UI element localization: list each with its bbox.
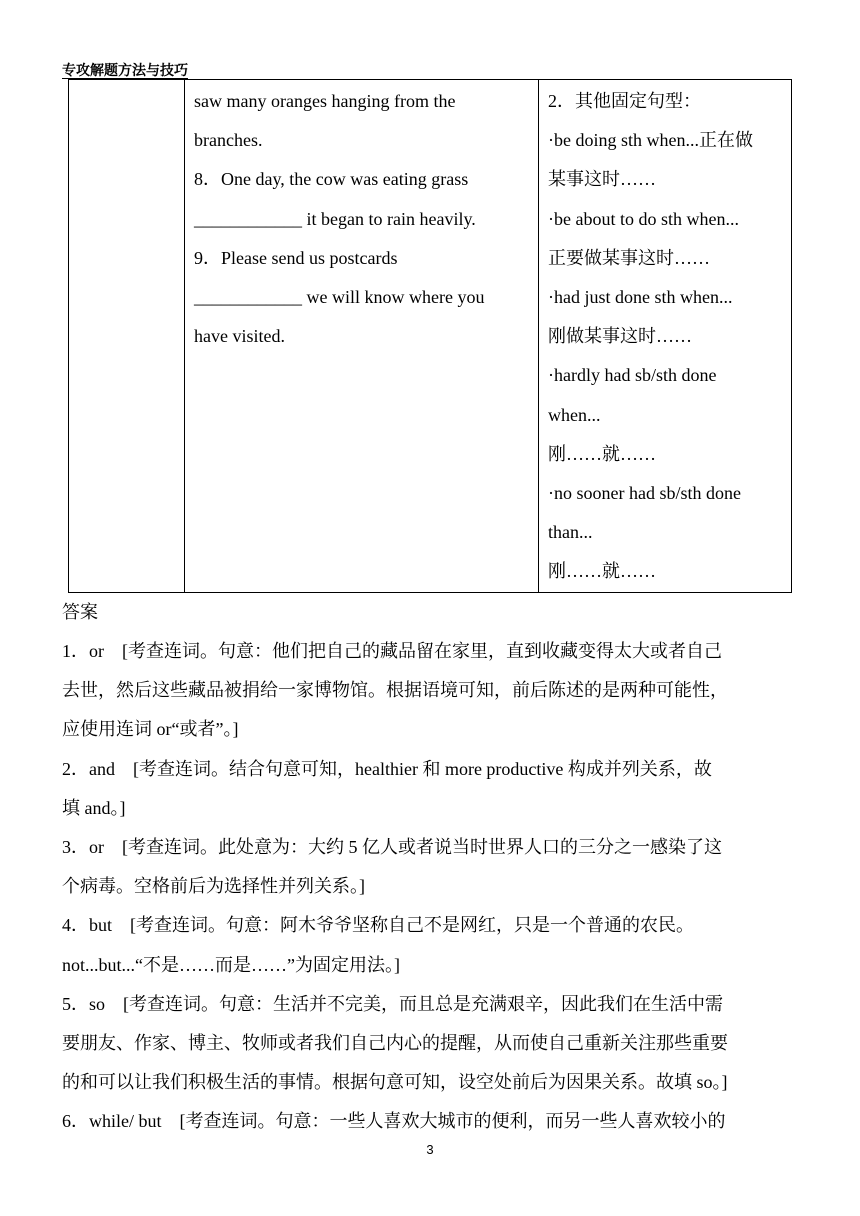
pattern-line: ·be about to do sth when... — [548, 208, 739, 229]
answers-section — [62, 632, 800, 1141]
exercise-line: have visited. — [194, 326, 285, 347]
exercise-line: branches. — [194, 130, 263, 151]
answer-line: 1．or [考查连词。句意：他们把自己的藏品留在家里，直到收藏变得太大或者自己 — [62, 641, 722, 661]
exercise-line: 8．One day, the cow was eating grass — [194, 169, 469, 190]
answer-line: 3．or [考查连词。此处意为：大约 5 亿人或者说当时世界人口的三分之一感染了这 — [62, 836, 722, 857]
answer-line: 的和可以让我们积极生活的事情。根据句意可知，设空处前后为因果关系。故填 so。] — [62, 1072, 728, 1093]
pattern-line: 正要做某事这时…… — [548, 247, 710, 268]
answers-heading: 答案 — [62, 602, 98, 623]
answer-line: 2．and [考查连词。结合句意可知，healthier 和 more productive 构成并列关系，故 — [62, 758, 712, 779]
grammar-table — [68, 79, 792, 593]
answer-line: 个病毒。空格前后为选择性并列关系。] — [62, 876, 365, 897]
pattern-line: ·be doing sth when...正在做 — [548, 130, 753, 151]
pattern-line: ·had just done sth when... — [548, 287, 733, 308]
pattern-line: ·no sooner had sb/sth done — [548, 483, 741, 504]
exercise-line: 9．Please send us postcards — [194, 247, 398, 268]
answer-line: not...but...“不是……而是……”为固定用法。] — [62, 954, 400, 975]
pattern-line: 刚……就…… — [548, 443, 656, 464]
exercise-line: ____________ we will know where you — [194, 287, 485, 308]
answer-line: 去世，然后这些藏品被捐给一家博物馆。根据语境可知，前后陈述的是两种可能性， — [62, 680, 728, 701]
page-number: 3 — [426, 1142, 434, 1157]
pattern-line: 刚做某事这时…… — [548, 326, 692, 347]
pattern-line: ·hardly had sb/sth done — [548, 365, 717, 386]
pattern-line: 刚……就…… — [548, 561, 656, 582]
answer-line: 要朋友、作家、博主、牧师或者我们自己内心的提醒，从而使自己重新关注那些重要 — [62, 1032, 728, 1053]
header-title: 专攻解题方法与技巧 — [62, 63, 188, 79]
pattern-line: 2．其他固定句型： — [548, 91, 701, 111]
answer-line: 填 and。] — [62, 797, 126, 818]
pattern-line: than... — [548, 522, 593, 543]
answer-line: 6．while/ but [考查连词。句意：一些人喜欢大城市的便利，而另一些人喜欢较小的 — [62, 1111, 726, 1132]
exercise-line: ____________ it began to rain heavily. — [194, 208, 476, 229]
answer-line: 5．so [考查连词。句意：生活并不完美，而且总是充满艰辛，因此我们在生活中需 — [62, 993, 723, 1014]
answer-line: 4．but [考查连词。句意：阿木爷爷坚称自己不是网红，只是一个普通的农民。 — [62, 915, 694, 936]
pattern-cell — [539, 80, 792, 593]
pattern-line: when... — [548, 404, 601, 425]
answer-line: 应使用连词 or“或者”。] — [62, 719, 239, 740]
exercise-cell — [185, 80, 539, 593]
left-empty-cell — [69, 80, 185, 593]
pattern-line: 某事这时…… — [548, 169, 656, 190]
exercise-line: saw many oranges hanging from the — [194, 91, 456, 111]
